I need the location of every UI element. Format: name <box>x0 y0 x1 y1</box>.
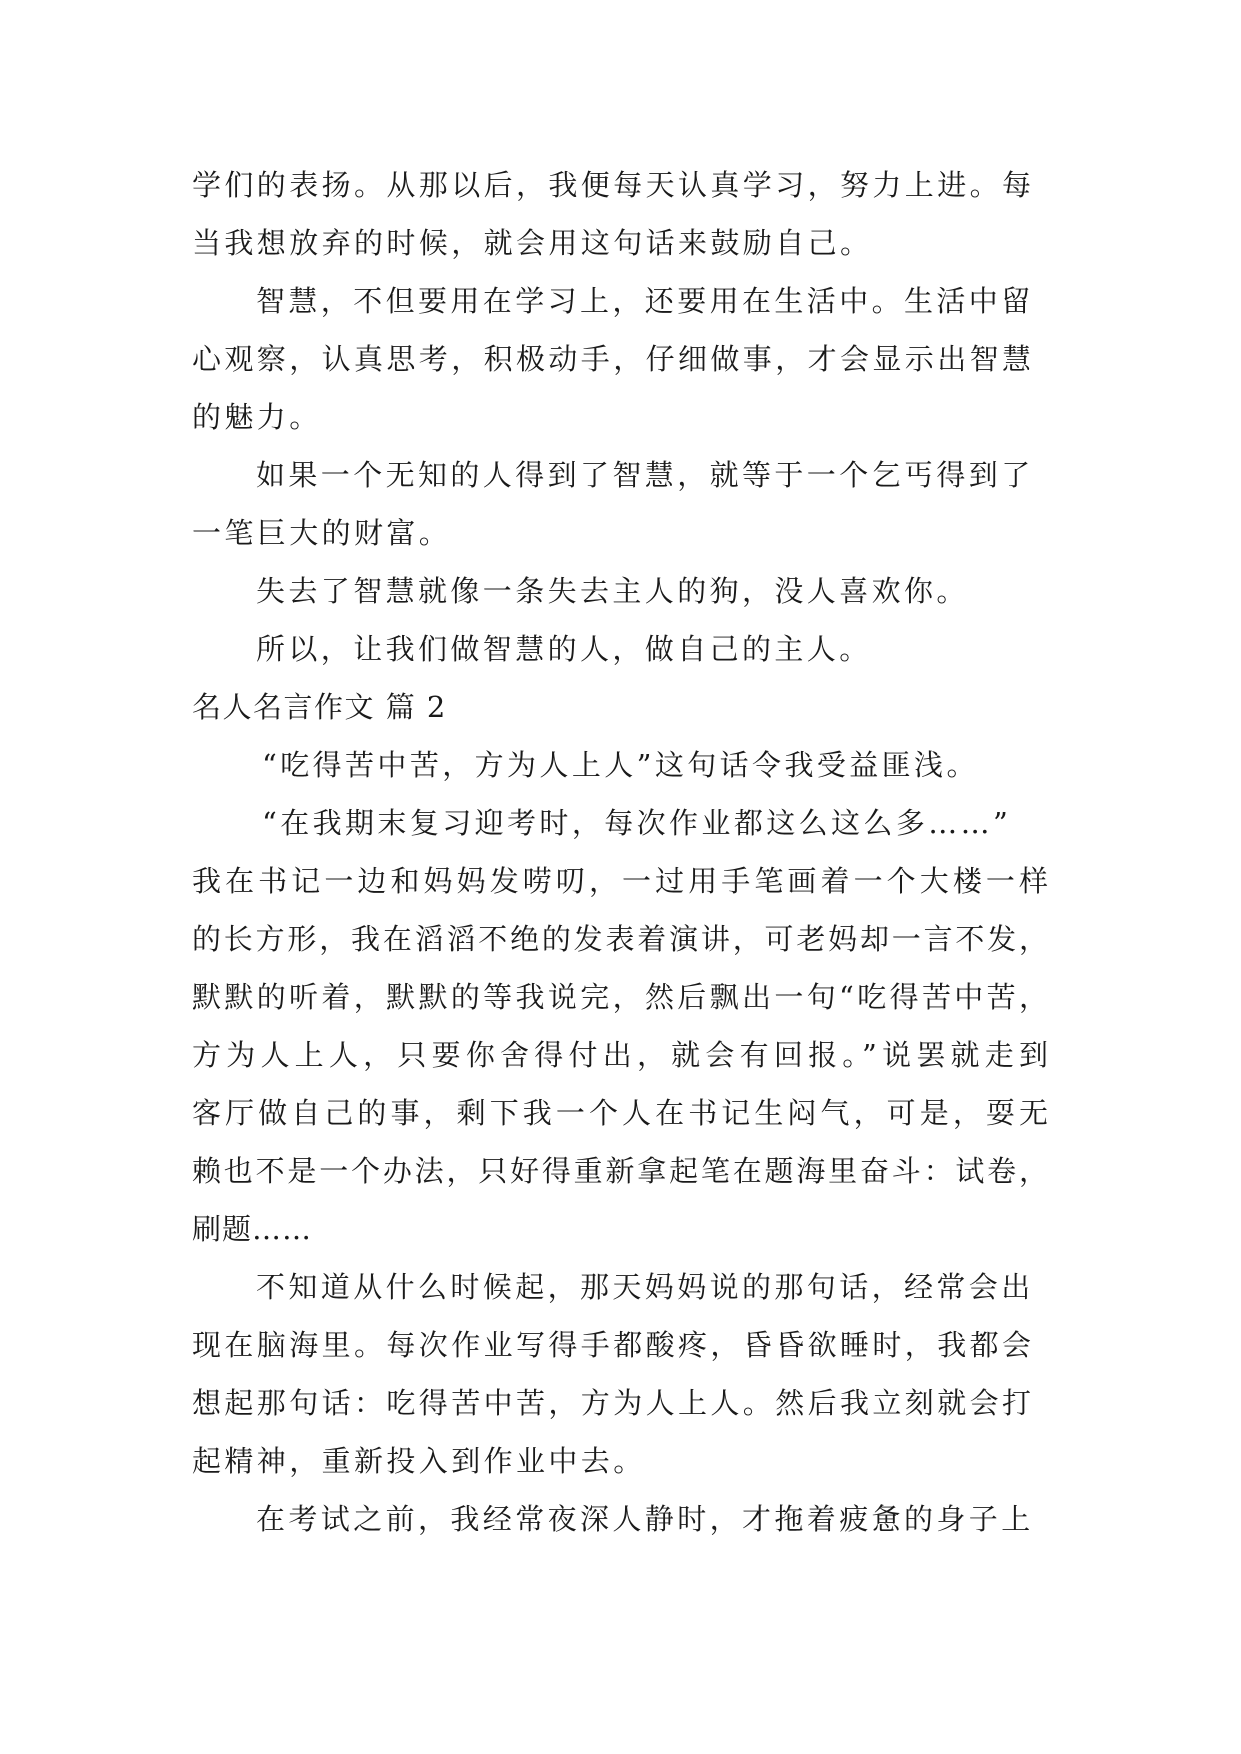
text-line: 方为人上人，只要你舍得付出，就会有回报。”说罢就走到 <box>192 1038 1048 1072</box>
text-line: 学们的表扬。从那以后，我便每天认真学习，努力上进。每 <box>192 168 1035 202</box>
text-line: 现在脑海里。每次作业写得手都酸疼，昏昏欲睡时，我都会 <box>192 1328 1035 1362</box>
paragraph-start: 如果一个无知的人得到了智慧，就等于一个乞丐得到了 <box>256 458 1034 492</box>
text-line: 的魅力。 <box>192 400 322 434</box>
text-line: 一笔巨大的财富。 <box>192 516 452 550</box>
paragraph-start: 不知道从什么时候起，那天妈妈说的那句话，经常会出 <box>256 1270 1034 1304</box>
text-line: 的长方形，我在滔滔不绝的发表着演讲，可老妈却一言不发， <box>192 922 1048 956</box>
text-line: 客厅做自己的事，剩下我一个人在书记生闷气，可是，耍无 <box>192 1096 1048 1130</box>
text-line: 刷题…… <box>192 1212 313 1246</box>
paragraph-start: 失去了智慧就像一条失去主人的狗，没人喜欢你。 <box>256 574 969 608</box>
section-heading: 名人名言作文 篇 2 <box>192 690 447 724</box>
paragraph-start: 所以，让我们做智慧的人，做自己的主人。 <box>256 632 872 666</box>
text-line: 当我想放弃的时候，就会用这句话来鼓励自己。 <box>192 226 873 260</box>
paragraph-start: 智慧，不但要用在学习上，还要用在生活中。生活中留 <box>256 284 1034 318</box>
paragraph-start: “吃得苦中苦，方为人上人”这句话令我受益匪浅。 <box>262 748 979 782</box>
paragraph-start: 在考试之前，我经常夜深人静时，才拖着疲惫的身子上 <box>256 1502 1034 1536</box>
text-line: 起精神，重新投入到作业中去。 <box>192 1444 646 1478</box>
text-line: 默默的听着，默默的等我说完，然后飘出一句“吃得苦中苦， <box>192 980 1048 1014</box>
text-line: 心观察，认真思考，积极动手，仔细做事，才会显示出智慧 <box>192 342 1035 376</box>
text-line: 想起那句话：吃得苦中苦，方为人上人。然后我立刻就会打 <box>192 1386 1035 1420</box>
paragraph-start: “在我期末复习迎考时，每次作业都这么这么多……” <box>262 806 1012 840</box>
text-line: 赖也不是一个办法，只好得重新拿起笔在题海里奋斗：试卷， <box>192 1154 1048 1188</box>
text-line: 我在书记一边和妈妈发唠叨，一过用手笔画着一个大楼一样 <box>192 864 1048 898</box>
